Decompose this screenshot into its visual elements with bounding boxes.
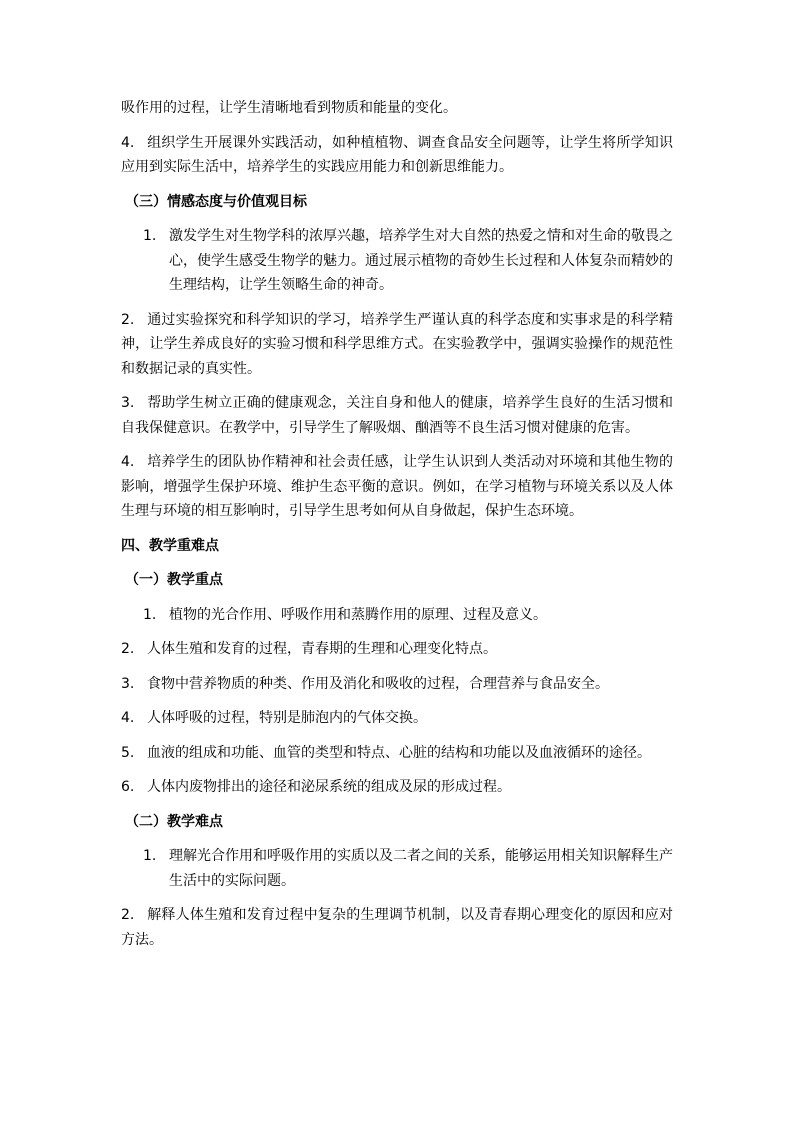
- list-number: 4.: [121, 710, 135, 726]
- list-text: 食物中营养物质的种类、作用及消化和吸收的过程，合理营养与食品安全。: [147, 675, 609, 692]
- list-item-key-1: [121, 603, 673, 628]
- list-number: 1.: [143, 228, 157, 244]
- list-number: 3.: [121, 395, 135, 411]
- list-number: 4.: [121, 454, 135, 470]
- list-text: 人体呼吸的过程，特别是肺泡内的气体交换。: [147, 710, 427, 726]
- list-text: 帮助学生树立正确的健康观念，关注自身和他人的健康，培养学生良好的生活习惯和自我保健意识。在教学中，引导学生了解吸烟、酗酒等不良生活习惯对健康的危害。: [121, 395, 673, 436]
- list-item-key-4: [121, 706, 673, 731]
- list-text: 人体生殖和发育的过程，青春期的生理和心理变化特点。: [147, 641, 497, 657]
- list-item-practice: [121, 131, 673, 180]
- list-text: 植物的光合作用、呼吸作用和蒸腾作用的原理、过程及意义。: [169, 606, 547, 623]
- list-item-science-attitude: [121, 308, 673, 382]
- list-number: 3.: [121, 675, 135, 692]
- heading-affective-goals: （三）情感态度与价值观目标: [125, 193, 307, 210]
- list-number: 1.: [143, 606, 157, 623]
- list-number: 5.: [121, 744, 135, 761]
- list-number: 2.: [121, 907, 135, 923]
- list-number: 2.: [121, 641, 135, 657]
- list-item-health: [121, 391, 673, 440]
- list-item-teamwork: [121, 450, 673, 524]
- list-text: 理解光合作用和呼吸作用的实质以及二者之间的关系，能够运用相关知识解释生产生活中的实际问题。: [169, 848, 673, 889]
- list-text: 组织学生开展课外实践活动，如种植植物、调查食品安全问题等，让学生将所学知识应用到实际生活中，培养学生的实践应用能力和创新思维能力。: [121, 134, 673, 175]
- list-text: 培养学生的团队协作精神和社会责任感，让学生认识到人类活动对环境和其他生物的影响，增强学生保护环境、维护生态平衡的意识。例如，在学习植物与环境关系以及人体生理与环境的相互影响时，引导学生思考如何从自身做起，保护生态环境。: [121, 454, 673, 519]
- list-number: 6.: [121, 779, 135, 795]
- list-item-key-6: [121, 775, 673, 800]
- list-text: 血液的组成和功能、血管的类型和特点、心脏的结构和功能以及血液循环的途径。: [147, 744, 651, 761]
- page-content: [121, 96, 673, 952]
- list-item-interest: [121, 224, 673, 298]
- list-item-key-5: [121, 741, 673, 766]
- list-text: 人体内废物排出的途径和泌尿系统的组成及尿的形成过程。: [147, 779, 511, 795]
- list-number: 1.: [143, 848, 157, 864]
- list-item-key-3: [121, 672, 673, 697]
- list-number: 4.: [121, 134, 135, 151]
- list-item-key-2: [121, 637, 673, 662]
- list-number: 2.: [121, 311, 135, 328]
- heading-key-points: （一）教学重点: [125, 572, 223, 588]
- list-text: 激发学生对生物学科的浓厚兴趣，培养学生对大自然的热爱之情和对生命的敬畏之心，使学生感受生物学的魅力。通过展示植物的奇妙生长过程和人体复杂而精妙的生理结构，让学生领略生命的神奇。: [169, 228, 673, 293]
- heading-section-4: 四、教学重难点: [121, 537, 219, 554]
- list-text: 通过实验探究和科学知识的学习，培养学生严谨认真的科学态度和实事求是的科学精神，让学生养成良好的实验习惯和科学思维方式。在实验教学中，强调实验操作的规范性和数据记录的真实性。: [121, 311, 673, 377]
- list-text: 解释人体生殖和发育过程中复杂的生理调节机制，以及青春期心理变化的原因和应对方法。: [121, 907, 673, 948]
- heading-difficult-points: （二）教学难点: [125, 813, 223, 830]
- list-item-diff-2: [121, 903, 673, 952]
- list-item-diff-1: [121, 844, 673, 893]
- paragraph-continuation: 吸作用的过程，让学生清晰地看到物质和能量的变化。: [121, 100, 457, 116]
